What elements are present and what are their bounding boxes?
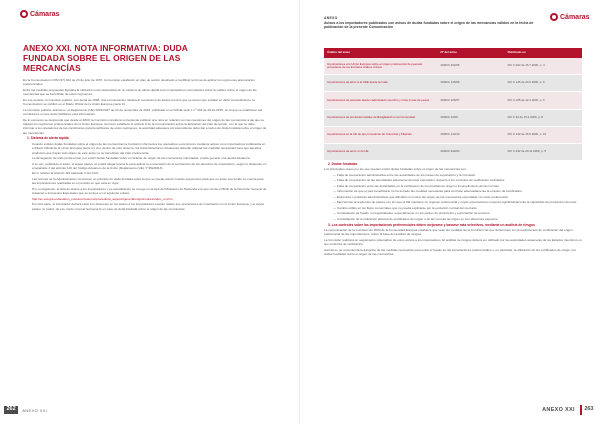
table-row: [324, 126, 582, 143]
intro-paragraph-2: Entre las medidas propuestas figuraba la utilización más sistemática de un sistema de alerta rápida a los importadores comunitarios sobre la validez sobre el origen de las mercancías que se benefician de estos regímenes.: [23, 87, 257, 97]
column-header: Nº del aviso: [438, 48, 505, 58]
table-cell: Importaciones de arroz a la CEE desde la India: [324, 75, 438, 92]
table-cell: DO C 202 de 15.7.2000, p. 4: [505, 58, 582, 75]
camaras-logo-icon: [20, 10, 28, 18]
table-cell: Importaciones de productos textiles de Bangladesh en la Comunidad: [324, 109, 438, 126]
section-1-paragraph-1: Cuando existan dudas fundadas sobre el origen de las mercancías la Comisión informará a los operadores económicos mediante avisos a los importadores publicados en el Diario Oficial de la Unión Europea (serie C). Así, dentro de este sistema, las Administraciones aduaneras deberán adoptar las medidas necesarias para que aquellos productos que hayan sido objeto de este aviso no se beneficien del trato preferencial.: [32, 141, 266, 155]
right-footer: [537, 404, 596, 416]
table-cell: 2000/C 105/07: [438, 92, 505, 109]
table-cell: 2000/C 202/05: [438, 58, 505, 75]
camaras-logo: [20, 10, 60, 18]
list-item: — Constatación de la utilización abusiva de certificados de origen o de las normas de origen en sus diferentes aspectos.: [333, 216, 499, 221]
section-1-paragraph-2: La denegación de trato preferencial, por existir dudas fundadas sobre el carácter de origen de las mercancías importadas, puede generar una deuda aduanera.: [32, 156, 251, 161]
section-3-paragraph-3: Asimismo, se recomienda la adopción de las medidas necesarias para evitar el fraude en las importaciones preferenciales y, en particular, la utilización de los certificados de origen con dudas fundadas sobre el origen de las mercancías.: [324, 247, 577, 257]
table-row: [324, 58, 582, 75]
table-cell: 2000/C 132/10: [438, 126, 505, 143]
column-header: Publicado en: [505, 48, 582, 58]
section-3-heading: 3. Los controles sobre las importaciones preferenciales deben mejorarse y basarse más selectivos, mediante un análisis de riesgos: [328, 222, 535, 227]
intro-paragraph-5: De lo expuesto se desprende que desde el 2000, la Comisión considera conveniente publicar una nota en relación con las cuestiones del origen de las mercancías a las que se aplican los regímenes preferenciales de la Unión Europea, tal como establece el artículo 8 de la Comunicación sobre la aplicación del plan de acción, con la que se debe informar a los operadores de las condiciones para beneficiarse de estos regímenes, la autoridad aduanera correspondiente debe dar el aviso de duda fundada sobre el origen de las mercancías.: [23, 117, 267, 135]
table-cell: DO C 145 de 24.5.2000, p. 6: [505, 75, 582, 92]
table-row: [324, 92, 582, 109]
intro-paragraph-3: En ese sentido, la Comisión publicó, con fecha de 1998, una comunicación relativa al mecanismo de avisos previos que se tienen que señalar en dicho procedimiento; la Comunicación se publicó en el Diario Oficial de la Unión Europea (serie C).: [23, 97, 255, 107]
left-footer: [4, 404, 51, 416]
intro-paragraph-4: La Comisión publica, asimismo, el Reglamento (UE) 2015/2447 de 24 de noviembre de 2015, publicado en el DOUE serie L nº 343 de 29.12.2015, en la que se establecen las condiciones en que debe facilitarse esta información.: [23, 107, 263, 116]
table-cell: 2000/C 332/03: [438, 143, 505, 160]
section-1-paragraph-6: Por consiguiente, la lista de avisos a los importadores y su actualización se recoge en la web del Ministerio de Hacienda a la que remite el BOE de la Dirección General de Aduanas e Impuestos Especiales que se incluye en el siguiente enlace:: [32, 186, 267, 196]
table-cell: Importaciones de pescado desde cada Estado miembro y otras zonas de pesca: [324, 92, 438, 109]
table-cell: Importaciones de arroz en la UE: [324, 143, 438, 160]
section-2-intro: Los principales casos por los que pueden existir dudas fundadas sobre el origen de las mercancías son:: [324, 166, 467, 171]
header-title: Avisos a los importadores publicados con avisos de dudas fundadas sobre el origen de las mercancías válidos en la fecha de publicación de la presente Comunicación: [324, 20, 534, 29]
list-item: — Cambio súbito en los flujos comerciales que no pueda explicarse por la evolución normal del mercado.: [333, 205, 478, 210]
list-item: — Mercancías procedentes de países con los que la UE mantiene un régimen preferencial y cuyas exportaciones superan significativamente la capacidad de producción del país.: [333, 200, 578, 205]
footer-label: ANEXO XXI: [542, 407, 575, 413]
list-item: — Estructura o prácticas administrativas que dificultan el control del origen de las mercancías exportadas con trato preferencial.: [333, 194, 509, 199]
list-item: — Información de que el país beneficiario no ha tomado las medidas necesarias para controlar adecuadamente la emisión de certificados.: [333, 189, 523, 194]
table-cell: Importaciones en la UE de ajo procedente de Colombia y Filipinas: [324, 126, 438, 143]
page-number: 262: [4, 406, 18, 415]
list-item: — Falta de cooperación de las autoridades aduaneras del país exportador respecto a los controles de verificación solicitados.: [333, 178, 506, 183]
section-3-paragraph-2: La Comisión realizará un seguimiento sistemático de estos avisos a los importadores. El análisis de riesgos deberá ser utilizado por las autoridades aduaneras de los Estados miembros en sus controles de verificación.: [324, 237, 582, 247]
table-cell: 2000/C 145/06: [438, 75, 505, 92]
header-kicker: ANEXO: [324, 16, 338, 20]
section-1-paragraph-8: Por otra parte, el importador deberá estar a lo dispuesto en los avisos a los importadores cuando realice sus operaciones de importación en la Unión Europea, y el sujeto pasivo no podrá, de ese modo, invocar la buena fe en caso de duda fundada sobre el origen de las mercancías.: [32, 202, 265, 211]
table-header-row: [324, 48, 582, 58]
annex-header: [324, 16, 534, 29]
camaras-logo-icon: [550, 13, 558, 21]
table-cell: DO C 42 de 15.2.2000, p. 8: [505, 109, 582, 126]
section-1-paragraph-3: A su vez, publicado el aviso, el sujeto pasivo no podrá alegar buena fe para aplicar la exoneración de la contracción de los derechos de importación, según lo dispuesto en el apartado 3 del artículo 119 del Código Aduanero de la Unión (Reglamento (UE) nº 952/2013).: [32, 161, 267, 170]
list-item: — Falta de cooperación administrativa entre las autoridades de los países de exportación y la Comisión.: [333, 172, 477, 177]
right-page: [300, 0, 600, 424]
section-1-heading: 1. Sistema de alerta rápida: [27, 136, 69, 141]
camaras-logo: [550, 13, 590, 21]
right-body-text: [324, 160, 582, 258]
table-cell: DO C 332 de 20.11.2000, p. 5: [505, 143, 582, 160]
footer-label: ANEXO XXI: [22, 407, 48, 413]
logo-text: Cámaras: [560, 13, 590, 21]
page-title: ANEXO XXI. NOTA INFORMATIVA: DUDA FUNDADA SOBRE EL ORIGEN DE LAS MERCANCÍAS: [23, 43, 188, 73]
table-row: [324, 143, 582, 160]
intro-text: [23, 78, 267, 212]
page-number: 263: [582, 406, 596, 415]
table-row: [324, 109, 582, 126]
table-cell: 2000/C 42/06: [438, 109, 505, 126]
table-cell: DO C 105 de 12.4.2000, p. 6: [505, 92, 582, 109]
section-3-paragraph-1: La comunicación de la Comisión de 2000 de la Comunidad Europea establece que sean las medidas de la Comisión las que determinen los procedimientos de verificación del origen preferencial de las importaciones, sobre la base del análisis de riesgos.: [324, 228, 573, 237]
table-cell: Importaciones a la Unión Europea sobre el origen preferencial de pescado procedente de los Emiratos Árabes Unidos: [324, 58, 438, 75]
column-header: Ámbito del aviso: [324, 48, 438, 58]
notices-table: [324, 48, 582, 161]
table-cell: DO C 132 de 15.5.2000, p. 15: [505, 126, 582, 143]
notices-link[interactable]: http://ec.europa.eu/taxation_customs/customs/procedural_aspects/general/origin/notices/index_en.htm: [32, 196, 173, 201]
section-1-paragraph-5: Las normas de la Administración reconocen un principio de duda fundada sobre la que se puede actuar cuando sea preciso para que un aviso sea tenido en cuenta para las importaciones realizadas en el periodo en que está en vigor.: [32, 177, 264, 186]
list-item: — Falta de cooperación entre las autoridades en la verificación de los pruebas de origen e incumplimiento de las normas.: [333, 183, 500, 188]
section-1-paragraph-4: En lo relativo al Artículo 119 apartado 3 del CAU:: [32, 171, 100, 176]
table-row: [324, 75, 582, 92]
section-2-heading: 2. Dudas fundadas: [328, 161, 358, 166]
list-item: — Constatación de fraude o irregularidades, especialmente en los países de producción y exportación de terceros.: [333, 211, 491, 216]
logo-text: Cámaras: [30, 10, 60, 18]
intro-paragraph-1: En la Comunicación COM (97) 402 de 23 de julio de 1997, la Comisión estableció un plan de acción destinado a modificar la forma de aplicar los regímenes arancelarios preferenciales.: [23, 78, 255, 87]
